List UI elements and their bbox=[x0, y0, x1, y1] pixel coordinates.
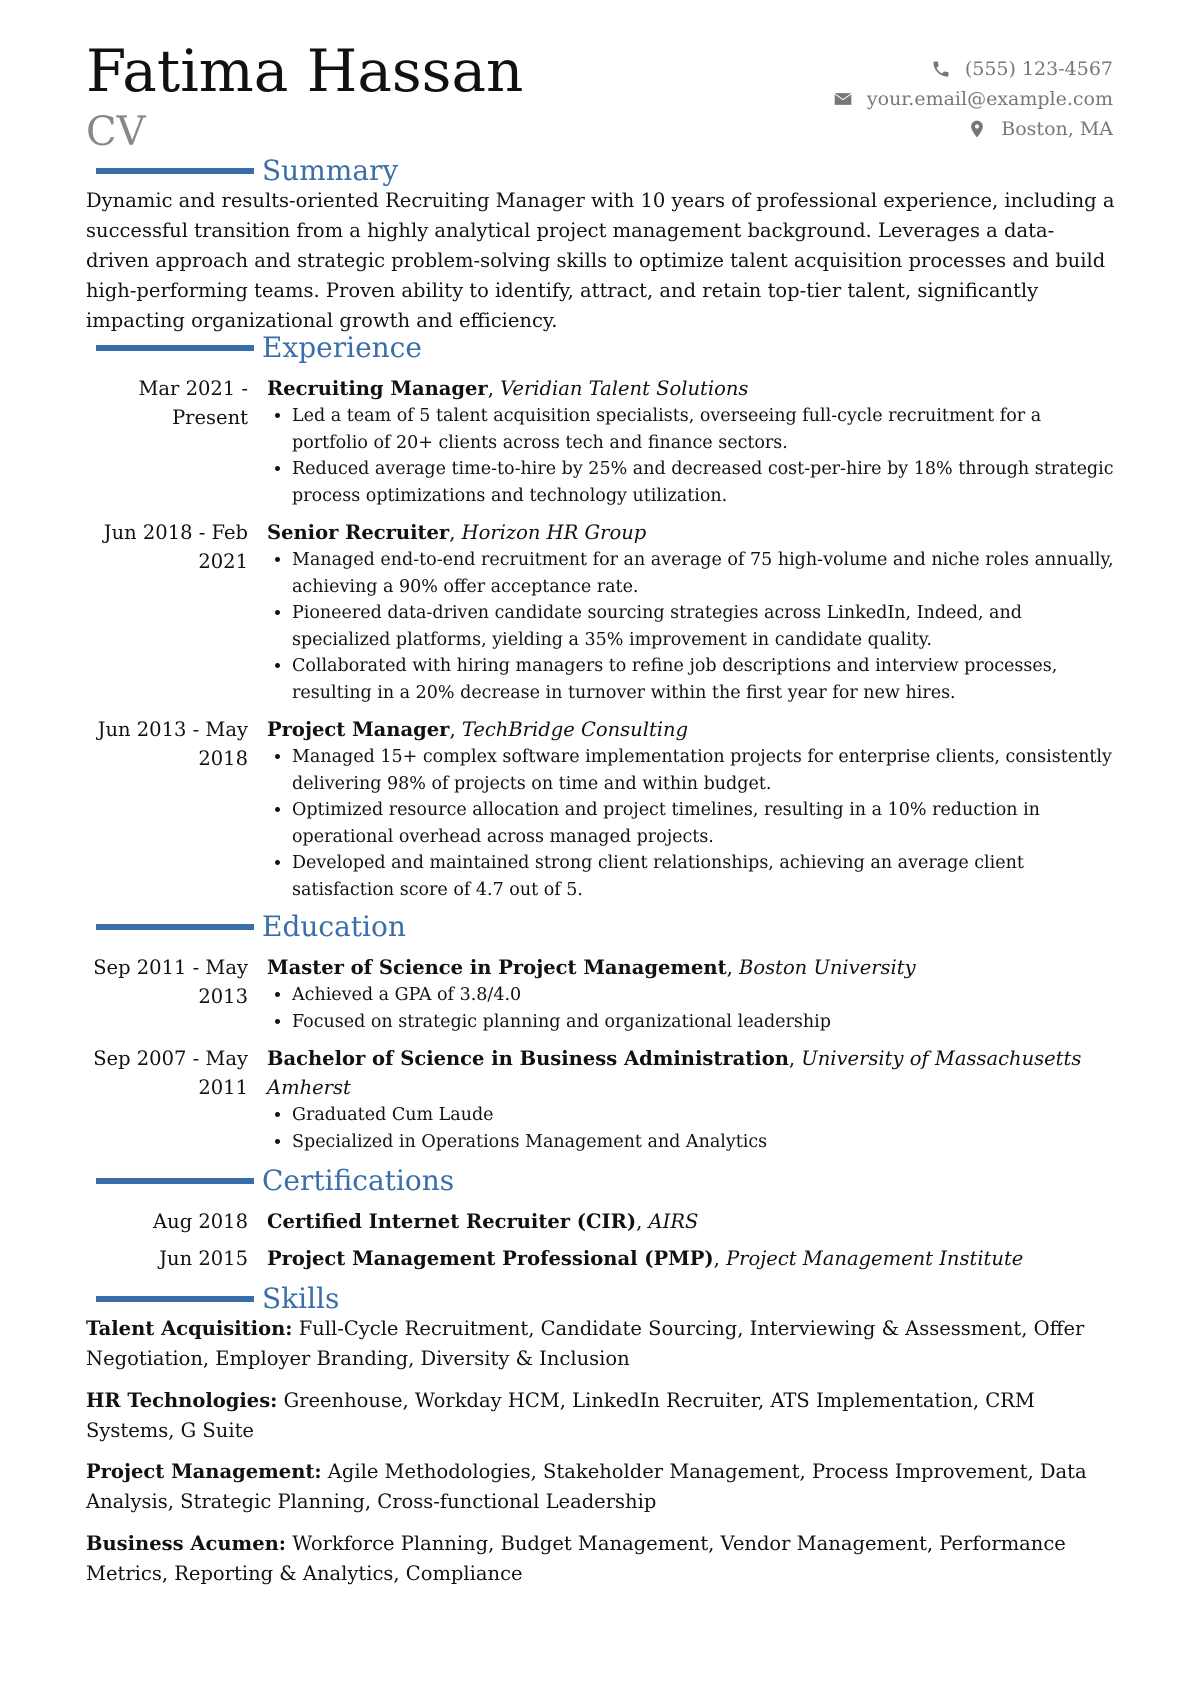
entry-title: Bachelor of Science in Business Administration, University of Massachusetts Amherst bbox=[267, 1047, 1082, 1099]
section-certifications-heading bbox=[96, 1164, 455, 1197]
entry-school: University of Massachusetts Amherst bbox=[267, 1047, 1082, 1099]
contact-block bbox=[833, 54, 1113, 144]
list-item: • Collaborated with hiring managers to refine job descriptions and interview processes, resulting in a 20% decrease in turnover within the first year for new hires. bbox=[292, 653, 1117, 706]
certification-name: Certified Internet Recruiter (CIR) bbox=[267, 1210, 637, 1233]
section-skills-heading bbox=[96, 1282, 340, 1315]
list-item: • Focused on strategic planning and organizational leadership bbox=[292, 1009, 1117, 1036]
email-text: your.email@example.com bbox=[866, 88, 1113, 110]
contact-location bbox=[833, 114, 1113, 144]
candidate-name: Fatima Hassan bbox=[86, 37, 524, 105]
skill-items: Full-Cycle Recruitment, Candidate Sourcing, Interviewing & Assessment, Offer Negotiation, Employer Branding, Diversity & Inclusion bbox=[86, 1317, 1085, 1370]
section-summary-heading bbox=[96, 154, 399, 187]
entry-date: Jun 2018 - Feb 2021 bbox=[103, 521, 248, 573]
phone-text: (555) 123-4567 bbox=[964, 58, 1113, 80]
entry-title: Project Manager, TechBridge Consulting bbox=[267, 718, 689, 741]
skill-category: HR Technologies: bbox=[86, 1389, 278, 1412]
entry-role: Project Manager bbox=[267, 718, 450, 741]
entry-role: Recruiting Manager bbox=[267, 377, 488, 400]
entry-date: Jun 2013 - May 2018 bbox=[97, 718, 248, 770]
entry-degree: Bachelor of Science in Business Administration bbox=[267, 1047, 789, 1070]
bullet-list bbox=[267, 982, 1117, 1035]
list-item: • Pioneered data-driven candidate sourcing strategies across LinkedIn, Indeed, and specialized platforms, yielding a 35% improvement in candidate quality. bbox=[292, 600, 1117, 653]
skill-category: Business Acumen: bbox=[86, 1532, 286, 1555]
skill-group bbox=[86, 1314, 1116, 1374]
certification-issuer: AIRS bbox=[648, 1210, 699, 1233]
entry-date: Mar 2021 - Present bbox=[138, 377, 248, 429]
bullet-list bbox=[267, 744, 1117, 903]
list-item: • Graduated Cum Laude bbox=[292, 1102, 1117, 1129]
entry-degree: Master of Science in Project Management bbox=[267, 956, 727, 979]
section-title: Certifications bbox=[262, 1164, 455, 1197]
list-item: • Managed end-to-end recruitment for an average of 75 high-volume and niche roles annually, achieving a 90% offer acceptance rate. bbox=[292, 547, 1117, 600]
location-text: Boston, MA bbox=[1001, 118, 1113, 140]
summary-text: Dynamic and results-oriented Recruiting Manager with 10 years of professional experience, including a successful transition from a highly analytical project management background. Leverages a data-driven approach and strategic problem-solving skills to optimize talent acquisition processes and build high-performing teams. Proven ability to identify, attract, and retain top-tier talent, significantly impacting organizational growth and efficiency. bbox=[86, 189, 1115, 332]
skill-items: Agile Methodologies, Stakeholder Management, Process Improvement, Data Analysis, Strategic Planning, Cross-functional Leadership bbox=[86, 1460, 1087, 1513]
section-bar bbox=[96, 345, 254, 351]
certification-issuer: Project Management Institute bbox=[726, 1247, 1024, 1270]
list-item: • Managed 15+ complex software implementation projects for enterprise clients, consistently delivering 98% of projects on time and within budget. bbox=[292, 744, 1117, 797]
skill-group bbox=[86, 1386, 1116, 1446]
skill-items: Workforce Planning, Budget Management, Vendor Management, Performance Metrics, Reporting & Analytics, Compliance bbox=[86, 1532, 1066, 1585]
entry-date: Jun 2015 bbox=[159, 1247, 248, 1270]
document-type: CV bbox=[86, 109, 146, 155]
entry-role: Senior Recruiter bbox=[267, 521, 450, 544]
skill-category: Project Management: bbox=[86, 1460, 322, 1483]
skill-group bbox=[86, 1529, 1116, 1589]
section-title: Skills bbox=[262, 1282, 340, 1315]
bullet-list bbox=[267, 403, 1117, 509]
certification-name: Project Management Professional (PMP) bbox=[267, 1247, 714, 1270]
entry-org: TechBridge Consulting bbox=[461, 718, 689, 741]
bullet-list bbox=[267, 547, 1117, 706]
list-item: • Developed and maintained strong client relationships, achieving an average client satisfaction score of 4.7 out of 5. bbox=[292, 850, 1117, 903]
section-bar bbox=[96, 1296, 254, 1302]
section-bar bbox=[96, 168, 254, 174]
section-title: Summary bbox=[262, 154, 399, 187]
section-experience-heading bbox=[96, 331, 422, 364]
list-item: • Reduced average time-to-hire by 25% and decreased cost-per-hire by 18% through strategic process optimizations and technology utilization. bbox=[292, 456, 1117, 509]
entry-date: Aug 2018 bbox=[153, 1210, 248, 1233]
map-pin-icon bbox=[967, 119, 987, 139]
bullet-list bbox=[267, 1102, 1117, 1155]
entry-title: Senior Recruiter, Horizon HR Group bbox=[267, 521, 647, 544]
section-bar bbox=[96, 1178, 254, 1184]
contact-email bbox=[833, 84, 1113, 114]
entry-school: Boston University bbox=[739, 956, 916, 979]
entry-title: Project Management Professional (PMP), Project Management Institute bbox=[267, 1247, 1024, 1270]
section-bar bbox=[96, 924, 254, 930]
entry-org: Horizon HR Group bbox=[461, 521, 647, 544]
entry-title: Recruiting Manager, Veridian Talent Solutions bbox=[267, 377, 749, 400]
contact-phone bbox=[833, 54, 1113, 84]
entry-org: Veridian Talent Solutions bbox=[500, 377, 749, 400]
list-item: • Optimized resource allocation and project timelines, resulting in a 10% reduction in operational overhead across managed projects. bbox=[292, 797, 1117, 850]
skill-group bbox=[86, 1457, 1116, 1517]
list-item: • Specialized in Operations Management and Analytics bbox=[292, 1129, 1117, 1156]
envelope-icon bbox=[833, 89, 853, 109]
entry-title: Master of Science in Project Management, Boston University bbox=[267, 956, 916, 979]
section-title: Education bbox=[262, 910, 406, 943]
skill-category: Talent Acquisition: bbox=[86, 1317, 293, 1340]
section-title: Experience bbox=[262, 331, 422, 364]
skill-items: Greenhouse, Workday HCM, LinkedIn Recruiter, ATS Implementation, CRM Systems, G Suite bbox=[86, 1389, 1035, 1442]
list-item: • Achieved a GPA of 3.8/4.0 bbox=[292, 982, 1117, 1009]
entry-title: Certified Internet Recruiter (CIR), AIRS bbox=[267, 1210, 699, 1233]
section-education-heading bbox=[96, 910, 406, 943]
entry-date: Sep 2007 - May 2011 bbox=[93, 1047, 248, 1099]
phone-icon bbox=[931, 59, 951, 79]
entry-date: Sep 2011 - May 2013 bbox=[93, 956, 248, 1008]
list-item: • Led a team of 5 talent acquisition specialists, overseeing full-cycle recruitment for a portfolio of 20+ clients across tech and finance sectors. bbox=[292, 403, 1117, 456]
